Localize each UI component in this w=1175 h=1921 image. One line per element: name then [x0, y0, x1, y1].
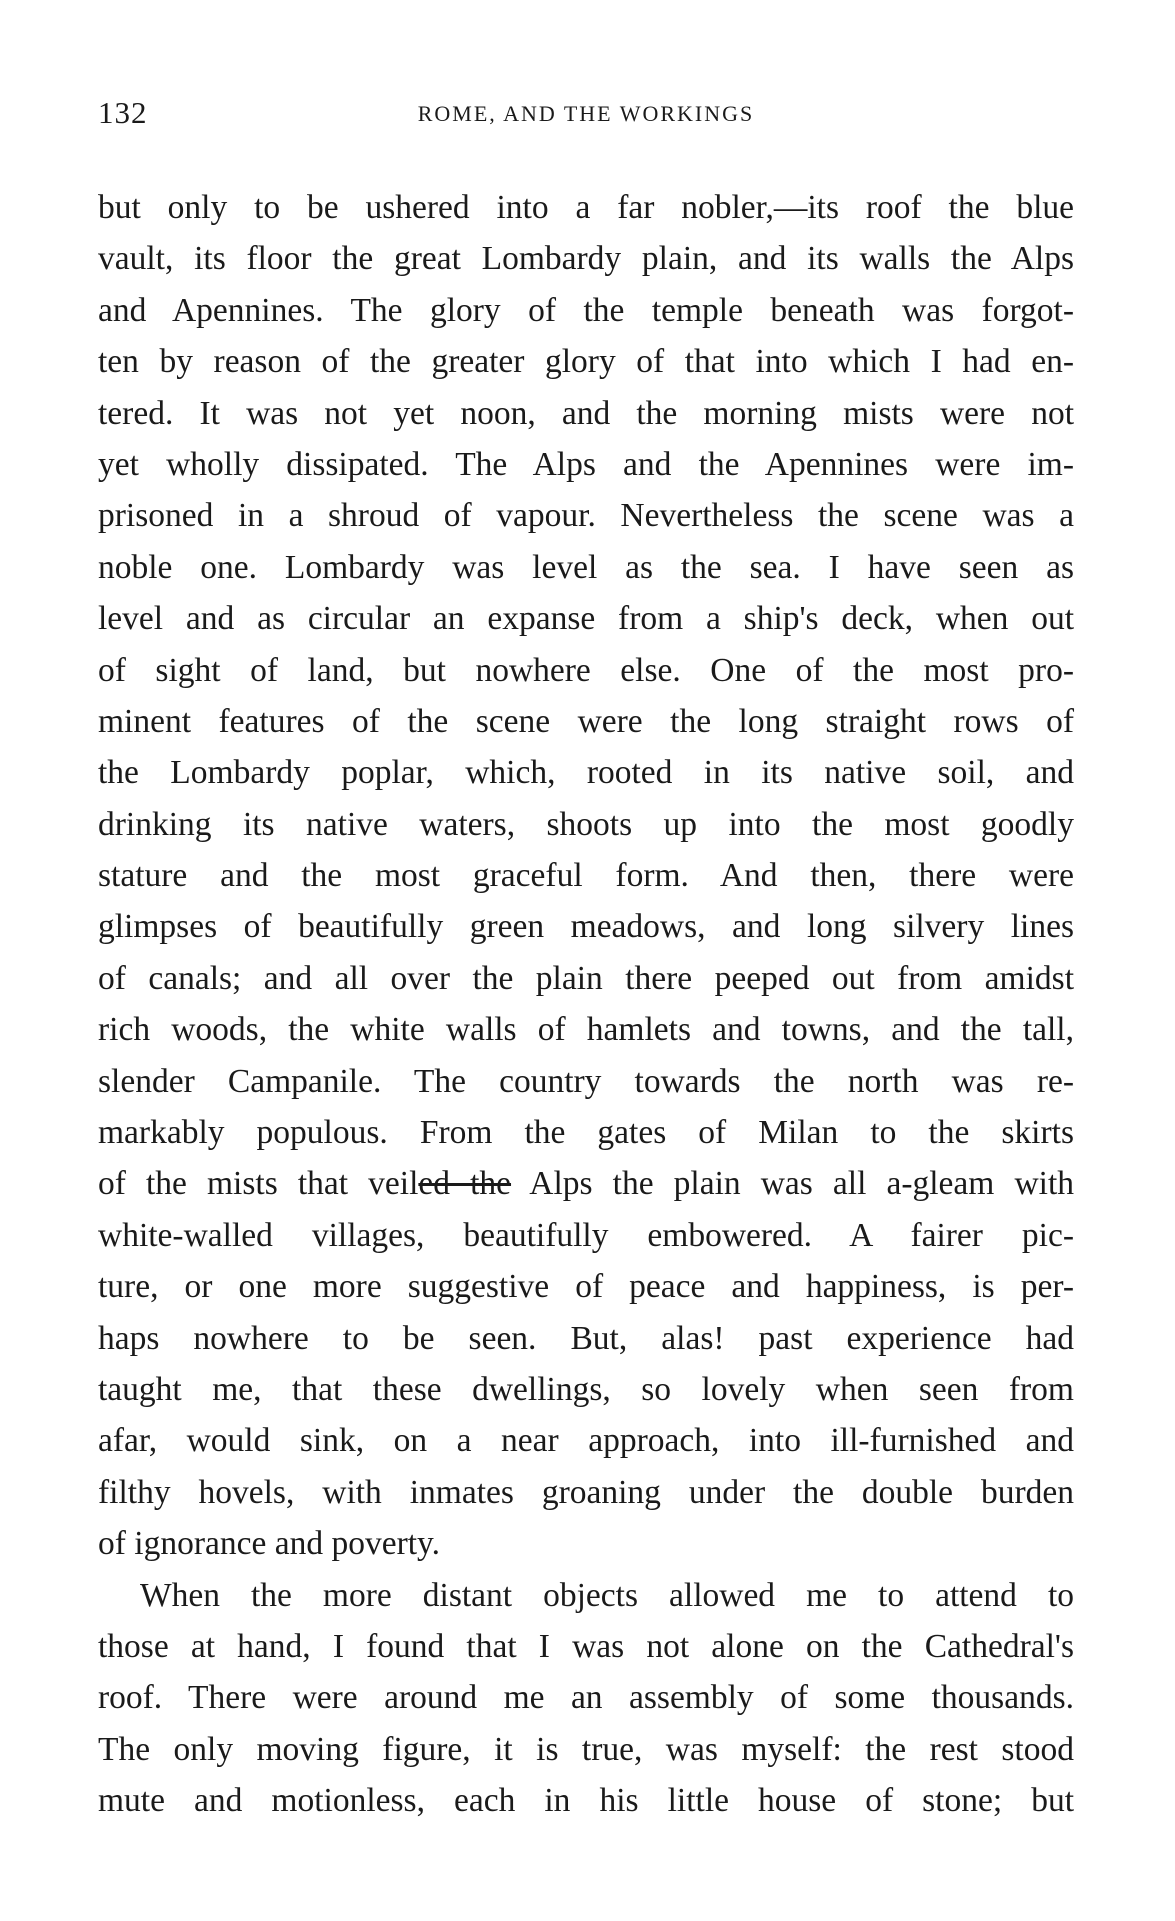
text-line: drinking its native waters, shoots up into the most goodly	[98, 805, 1074, 843]
line-text-after-strike: Alps the plain was all a-gleam with	[511, 1165, 1074, 1203]
text-line: of canals; and all over the plain there peeped out from amidst	[98, 959, 1074, 997]
text-line: filthy hovels, with inmates groaning under the double burden	[98, 1473, 1074, 1511]
running-head: ROME, AND THE WORKINGS	[417, 101, 755, 126]
text-line: roof. There were around me an assembly of some thousands.	[98, 1679, 1074, 1717]
struck-through-text: ed the	[418, 1165, 512, 1203]
text-line: The only moving figure, it is true, was myself: the rest stood	[98, 1730, 1074, 1768]
text-line: markably populous. From the gates of Milan to the skirts	[98, 1114, 1074, 1152]
text-line: rich woods, the white walls of hamlets and towns, and the tall,	[98, 1011, 1074, 1049]
paragraph	[98, 182, 1074, 1570]
text-line: glimpses of beautifully green meadows, and long silvery lines	[98, 908, 1074, 946]
text-line: prisoned in a shroud of vapour. Nevertheless the scene was a	[98, 497, 1074, 535]
text-line: vault, its floor the great Lombardy plain, and its walls the Alps	[98, 240, 1074, 278]
text-line: afar, would sink, on a near approach, into ill-furnished and	[98, 1422, 1074, 1460]
text-line: mute and motionless, each in his little house of stone; but	[98, 1782, 1074, 1820]
text-line: but only to be ushered into a far nobler,—its roof the blue	[98, 189, 1074, 226]
text-line: minent features of the scene were the long straight rows of	[98, 702, 1074, 740]
text-line: and Apennines. The glory of the temple beneath was forgot-	[98, 291, 1074, 329]
text-line: When the more distant objects allowed me to attend to	[140, 1576, 1074, 1614]
text-line: the Lombardy poplar, which, rooted in its native soil, and	[98, 754, 1074, 792]
text-line: ten by reason of the greater glory of that into which I had en-	[98, 343, 1074, 381]
text-line: of sight of land, but nowhere else. One of the most pro-	[98, 651, 1074, 689]
text-line-with-strikethrough	[98, 1158, 1074, 1209]
text-line: of ignorance and poverty.	[98, 1525, 441, 1563]
text-line: level and as circular an expanse from a ship's deck, when out	[98, 600, 1074, 638]
text-line: yet wholly dissipated. The Alps and the Apennines were im-	[98, 445, 1074, 483]
text-line: slender Campanile. The country towards the north was re-	[98, 1062, 1074, 1100]
text-line: taught me, that these dwellings, so lovely when seen from	[98, 1370, 1074, 1408]
page-header	[98, 95, 1074, 135]
paragraph	[98, 1570, 1074, 1827]
text-line: those at hand, I found that I was not alone on the Cathedral's	[98, 1627, 1074, 1665]
body-text	[98, 182, 1074, 1827]
text-line: ture, or one more suggestive of peace and happiness, is per-	[98, 1268, 1074, 1306]
page-number: 132	[98, 95, 148, 130]
text-line: haps nowhere to be seen. But, alas! past experience had	[98, 1319, 1074, 1357]
text-line: noble one. Lombardy was level as the sea. I have seen as	[98, 548, 1074, 586]
line-text-before-strike: of the mists that veil	[98, 1165, 419, 1203]
text-line: tered. It was not yet noon, and the morning mists were not	[98, 394, 1074, 432]
text-line: white-walled villages, beautifully embowered. A fairer pic-	[98, 1216, 1074, 1254]
text-line: stature and the most graceful form. And then, there were	[98, 857, 1074, 895]
